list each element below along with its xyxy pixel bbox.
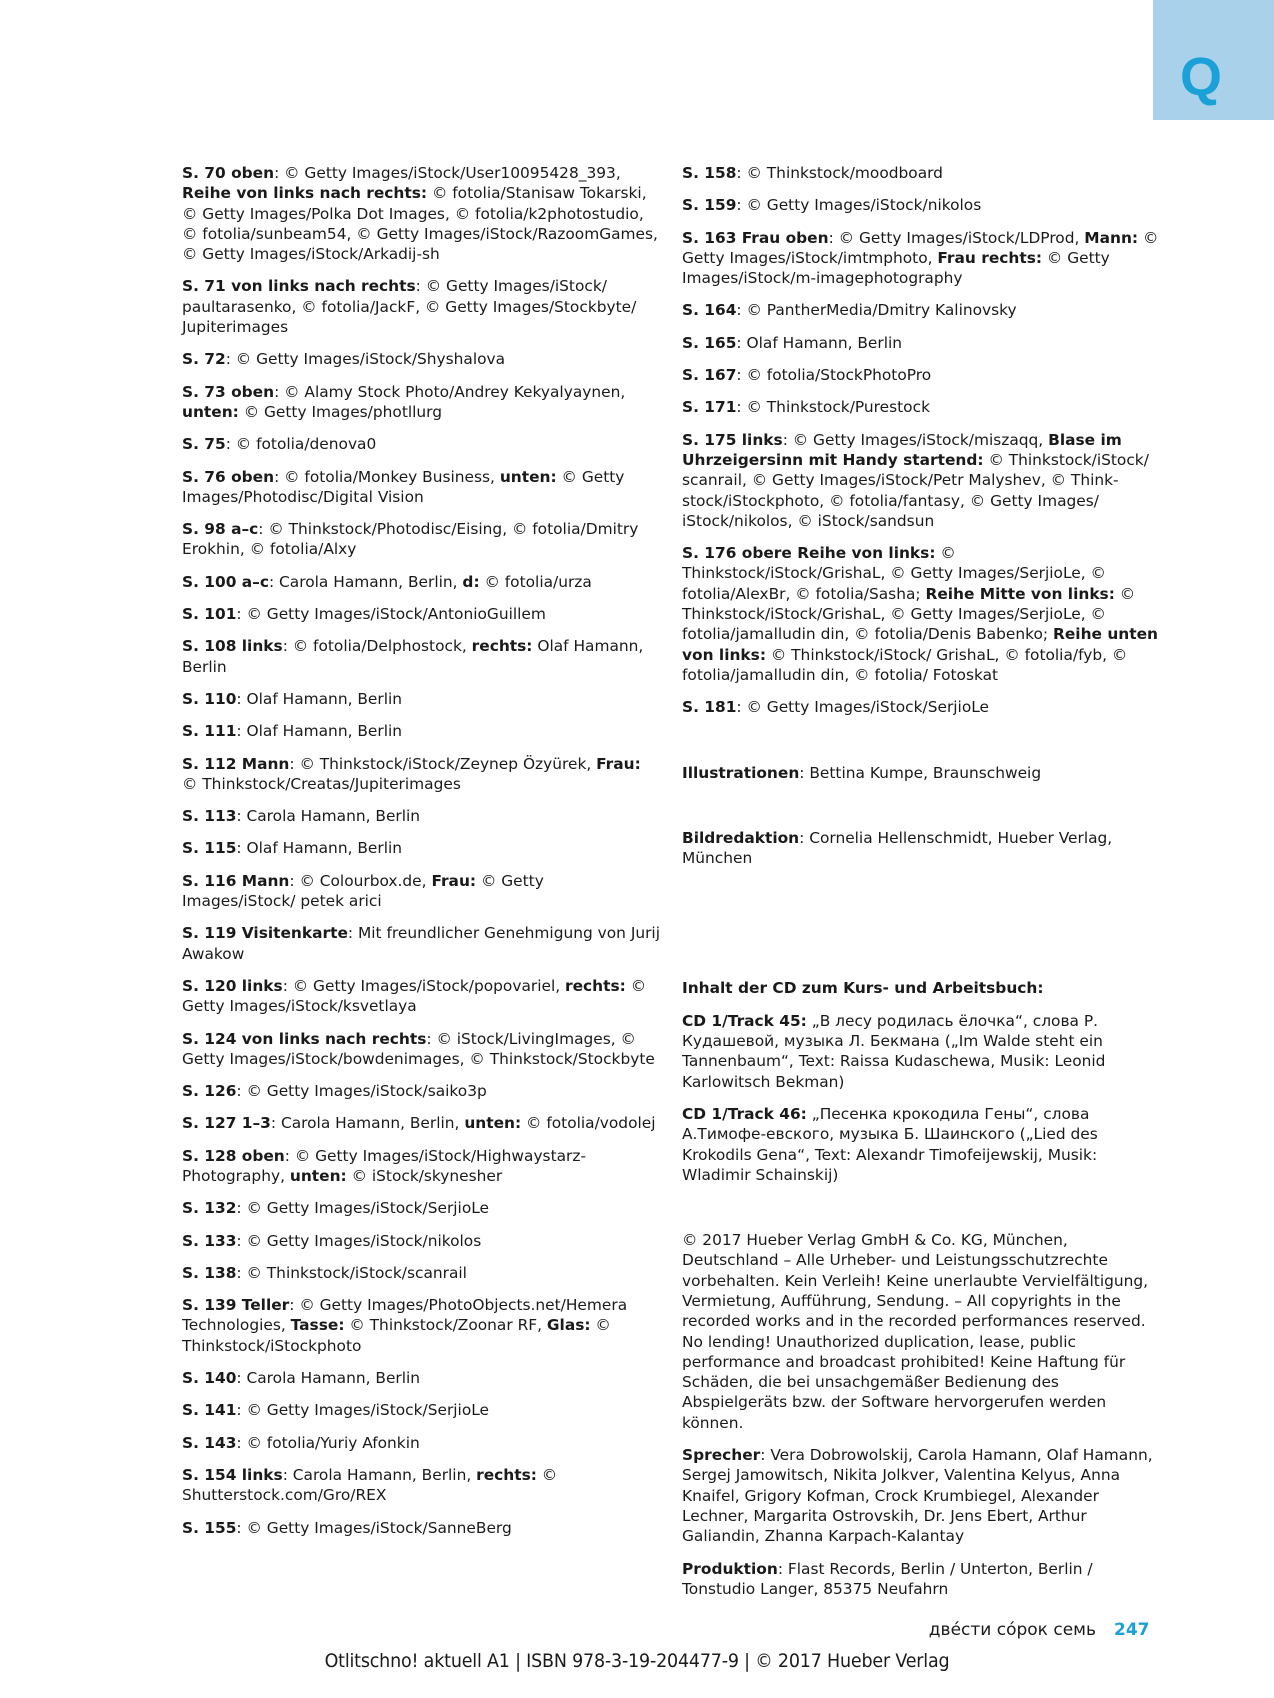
credit-entry: S. 73 oben: © Alamy Stock Photo/Andrey Kekyalyaynen, unten: © Getty Images/photllurg [182,382,626,421]
credit-entry: S. 154 links: Carola Hamann, Berlin, rechts: © Shutterstock.com/Gro/REX [182,1465,558,1505]
speakers-credit: Sprecher: Vera Dobrowolskij, Carola Hamann, Olaf Hamann, Sergej Jamowitsch, Nikita Jolkver, Valentina Kelyus, Anna Knaifel, Grigory Kofman, Crock Krumbiegel, Alexander Lechner, Margarita Ostrovskih, Dr. Jens Ebert, Arthur Galiandin, Zhanna Karpach-Kalantay [682,1446,1153,1546]
credit-entry: S. 115: Olaf Hamann, Berlin [182,839,403,858]
page-number-words: двéсти сóрок семь [928,1620,1096,1640]
credit-entry: S. 76 oben: © fotolia/Monkey Business, unten: © Getty Images/Photodisc/Digital Vision [182,467,625,506]
credit-entry: S. 108 links: © fotolia/Delphostock, rechts: Olaf Hamann, Berlin [182,637,644,676]
credit-entry: S. 101: © Getty Images/iStock/AntonioGuillem [182,605,546,624]
credit-entry: S. 111: Olaf Hamann, Berlin [182,722,403,741]
credit-entry: S. 119 Visitenkarte: Mit freundlicher Genehmigung von Jurij Awakow [182,924,660,963]
credit-entry: S. 155: © Getty Images/iStock/SanneBerg [182,1518,512,1537]
credit-entry: S. 120 links: © Getty Images/iStock/popovariel, rechts: © Getty Images/iStock/ksvetlaya [182,976,647,1016]
credit-entry: S. 98 a–c: © Thinkstock/Photodisc/Eising, © fotolia/Dmitry Erokhin, © fotolia/Alxy [182,520,639,559]
cd-track-46: CD 1/Track 46: „Песенка крокодила Гены“, слова А.Тимофе-евского, музыка Б. Шаинского („Lied des Krokodils Gena“, Text: Alexandr Timofeijewskij, Musik: Wladimir Schainskij) [682,1104,1098,1184]
credit-entry: S. 171: © Thinkstock/Purestock [682,398,930,417]
credits-right-column [682,163,1162,1611]
credit-entry: S. 100 a–c: Carola Hamann, Berlin, d: © fotolia/urza [182,572,592,591]
credit-entry: S. 124 von links nach rechts: © iStock/LivingImages, © Getty Images/iStock/bowdenimages, © Thinkstock/Stockbyte [182,1029,655,1068]
book-footer: Otlitschno! aktuell A1 | ISBN 978-3-19-204477-9 | © 2017 Hueber Verlag [324,1650,950,1672]
credit-entry: S. 112 Mann: © Thinkstock/iStock/Zeynep Özyürek, Frau: © Thinkstock/Creatas/Jupiterimages [182,754,641,793]
cd-track-45: CD 1/Track 45: „В лесу родилась ёлочка“, слова Р. Кудашевой, музыка Л. Бекмана („Im Walde steht ein Tannenbaum“, Text: Raissa Kudaschewa, Musik: Leonid Karlowitsch Bekman) [682,1011,1106,1091]
credit-entry: S. 138: © Thinkstock/iStock/scanrail [182,1263,467,1282]
credit-entry: S. 165: Olaf Hamann, Berlin [682,333,903,352]
credit-entry: S. 176 obere Reihe von links: © Thinkstock/iStock/GrishaL, © Getty Images/SerjioLe, © fotolia/AlexBr, © fotolia/Sasha; Reihe Mitte von links: © Thinkstock/iStock/GrishaL, © Getty Images/SerjioLe, © fotolia/jamalludin din, © fotolia/Denis Babenko; Reihe unten von links: © Thinkstock/iStock/ GrishaL, © fotolia/fyb, © fotolia/jamalludin din, © fotolia/ Fotoskat [682,544,1158,684]
credit-entry: S. 167: © fotolia/StockPhotoPro [682,366,932,385]
credit-entry: S. 159: © Getty Images/iStock/nikolos [682,196,982,215]
credit-entry: S. 163 Frau oben: © Getty Images/iStock/LDProd, Mann: © Getty Images/iStock/imtmphoto, Frau rechts: © Getty Images/iStock/m-imagephotography [682,228,1159,288]
credit-entry: S. 143: © fotolia/Yuriy Afonkin [182,1433,420,1452]
credit-entry: S. 72: © Getty Images/iStock/Shyshalova [182,350,506,369]
credit-entry: S. 75: © fotolia/denova0 [182,435,377,454]
credit-entry: Reihe von links nach rechts: © fotolia/Stanisaw Tokarski, © Getty Images/Polka Dot Images, © fotolia/k2photostudio, © fotolia/sunbeam54, © Getty Images/iStock/RazoomGames, © Getty Images/iStock/Arkadij-sh [182,184,658,264]
copyright-notice: © 2017 Hueber Verlag GmbH & Co. KG, München, Deutschland – Alle Urheber- und Leistungsschutzrechte vorbehalten. Kein Verleih! Keine unerlaubte Vervielfältigung, Vermietung, Aufführung, Sendung. – All copyrights in the recorded works and in the recorded performances reserved. No lending! Unauthorized duplication, lease, public performance and broadcast prohibited! Keine Haftung für Schäden, die bei unsachgemäßer Bedienung des Abspielgeräts bzw. der Software hervorgerufen werden können. [682,1231,1149,1432]
credit-entry: S. 141: © Getty Images/iStock/SerjioLe [182,1401,490,1420]
credit-entry: S. 126: © Getty Images/iStock/saiko3p [182,1082,487,1101]
credit-entry: S. 133: © Getty Images/iStock/nikolos [182,1231,482,1250]
credit-entry: S. 158: © Thinkstock/moodboard [682,164,943,182]
credit-entry: S. 132: © Getty Images/iStock/SerjioLe [182,1199,490,1218]
credit-entry: S. 164: © PantherMedia/Dmitry Kalinovsky [682,301,1017,320]
credit-entry: S. 110: Olaf Hamann, Berlin [182,689,403,708]
credit-entry: S. 116 Mann: © Colourbox.de, Frau: © Getty Images/iStock/ petek arici [182,871,544,911]
credit-entry: S. 127 1–3: Carola Hamann, Berlin, unten: © fotolia/vodolej [182,1114,656,1133]
page-number: 247 [1114,1620,1150,1640]
credit-entry: S. 181: © Getty Images/iStock/SerjioLe [682,698,990,717]
credit-entry: S. 128 oben: © Getty Images/iStock/Highwaystarz-Photography, unten: © iStock/skynesher [182,1146,586,1185]
credit-entry: S. 113: Carola Hamann, Berlin [182,807,421,826]
credit-entry: S. 70 oben: © Getty Images/iStock/User10095428_393, [182,164,621,182]
illustrations-credit: Illustrationen: Bettina Kumpe, Braunschweig [682,763,1042,782]
credit-entry: S. 139 Teller: © Getty Images/PhotoObjects.net/Hemera Technologies, Tasse: © Thinkstock/Zoonar RF, Glas: © Thinkstock/iStockphoto [182,1296,628,1355]
credit-entry: S. 140: Carola Hamann, Berlin [182,1369,421,1388]
production-credit: Produktion: Flast Records, Berlin / Unterton, Berlin / Tonstudio Langer, 85375 Neufahrn [682,1559,1093,1598]
section-letter: Q [1180,47,1223,107]
photo-editing-credit: Bildredaktion: Cornelia Hellenschmidt, Hueber Verlag, München [682,828,1113,868]
credit-entry: S. 175 links: © Getty Images/iStock/miszaqq, Blase im Uhrzeigersinn mit Handy startend: © Thinkstock/iStock/ scanrail, © Getty Images/iStock/Petr Malyshev, © Think-stock/iStockphoto, © fotolia/fantasy, © Getty Images/ iStock/nikolos, © iStock/sandsun [682,430,1149,530]
credits-left-column [182,163,660,1550]
cd-contents-heading: Inhalt der CD zum Kurs- und Arbeitsbuch: [682,979,1044,998]
credit-entry: S. 71 von links nach rechts: © Getty Images/iStock/ paultarasenko, © fotolia/JackF, © Getty Images/Stockbyte/ Jupiterimages [182,277,637,337]
